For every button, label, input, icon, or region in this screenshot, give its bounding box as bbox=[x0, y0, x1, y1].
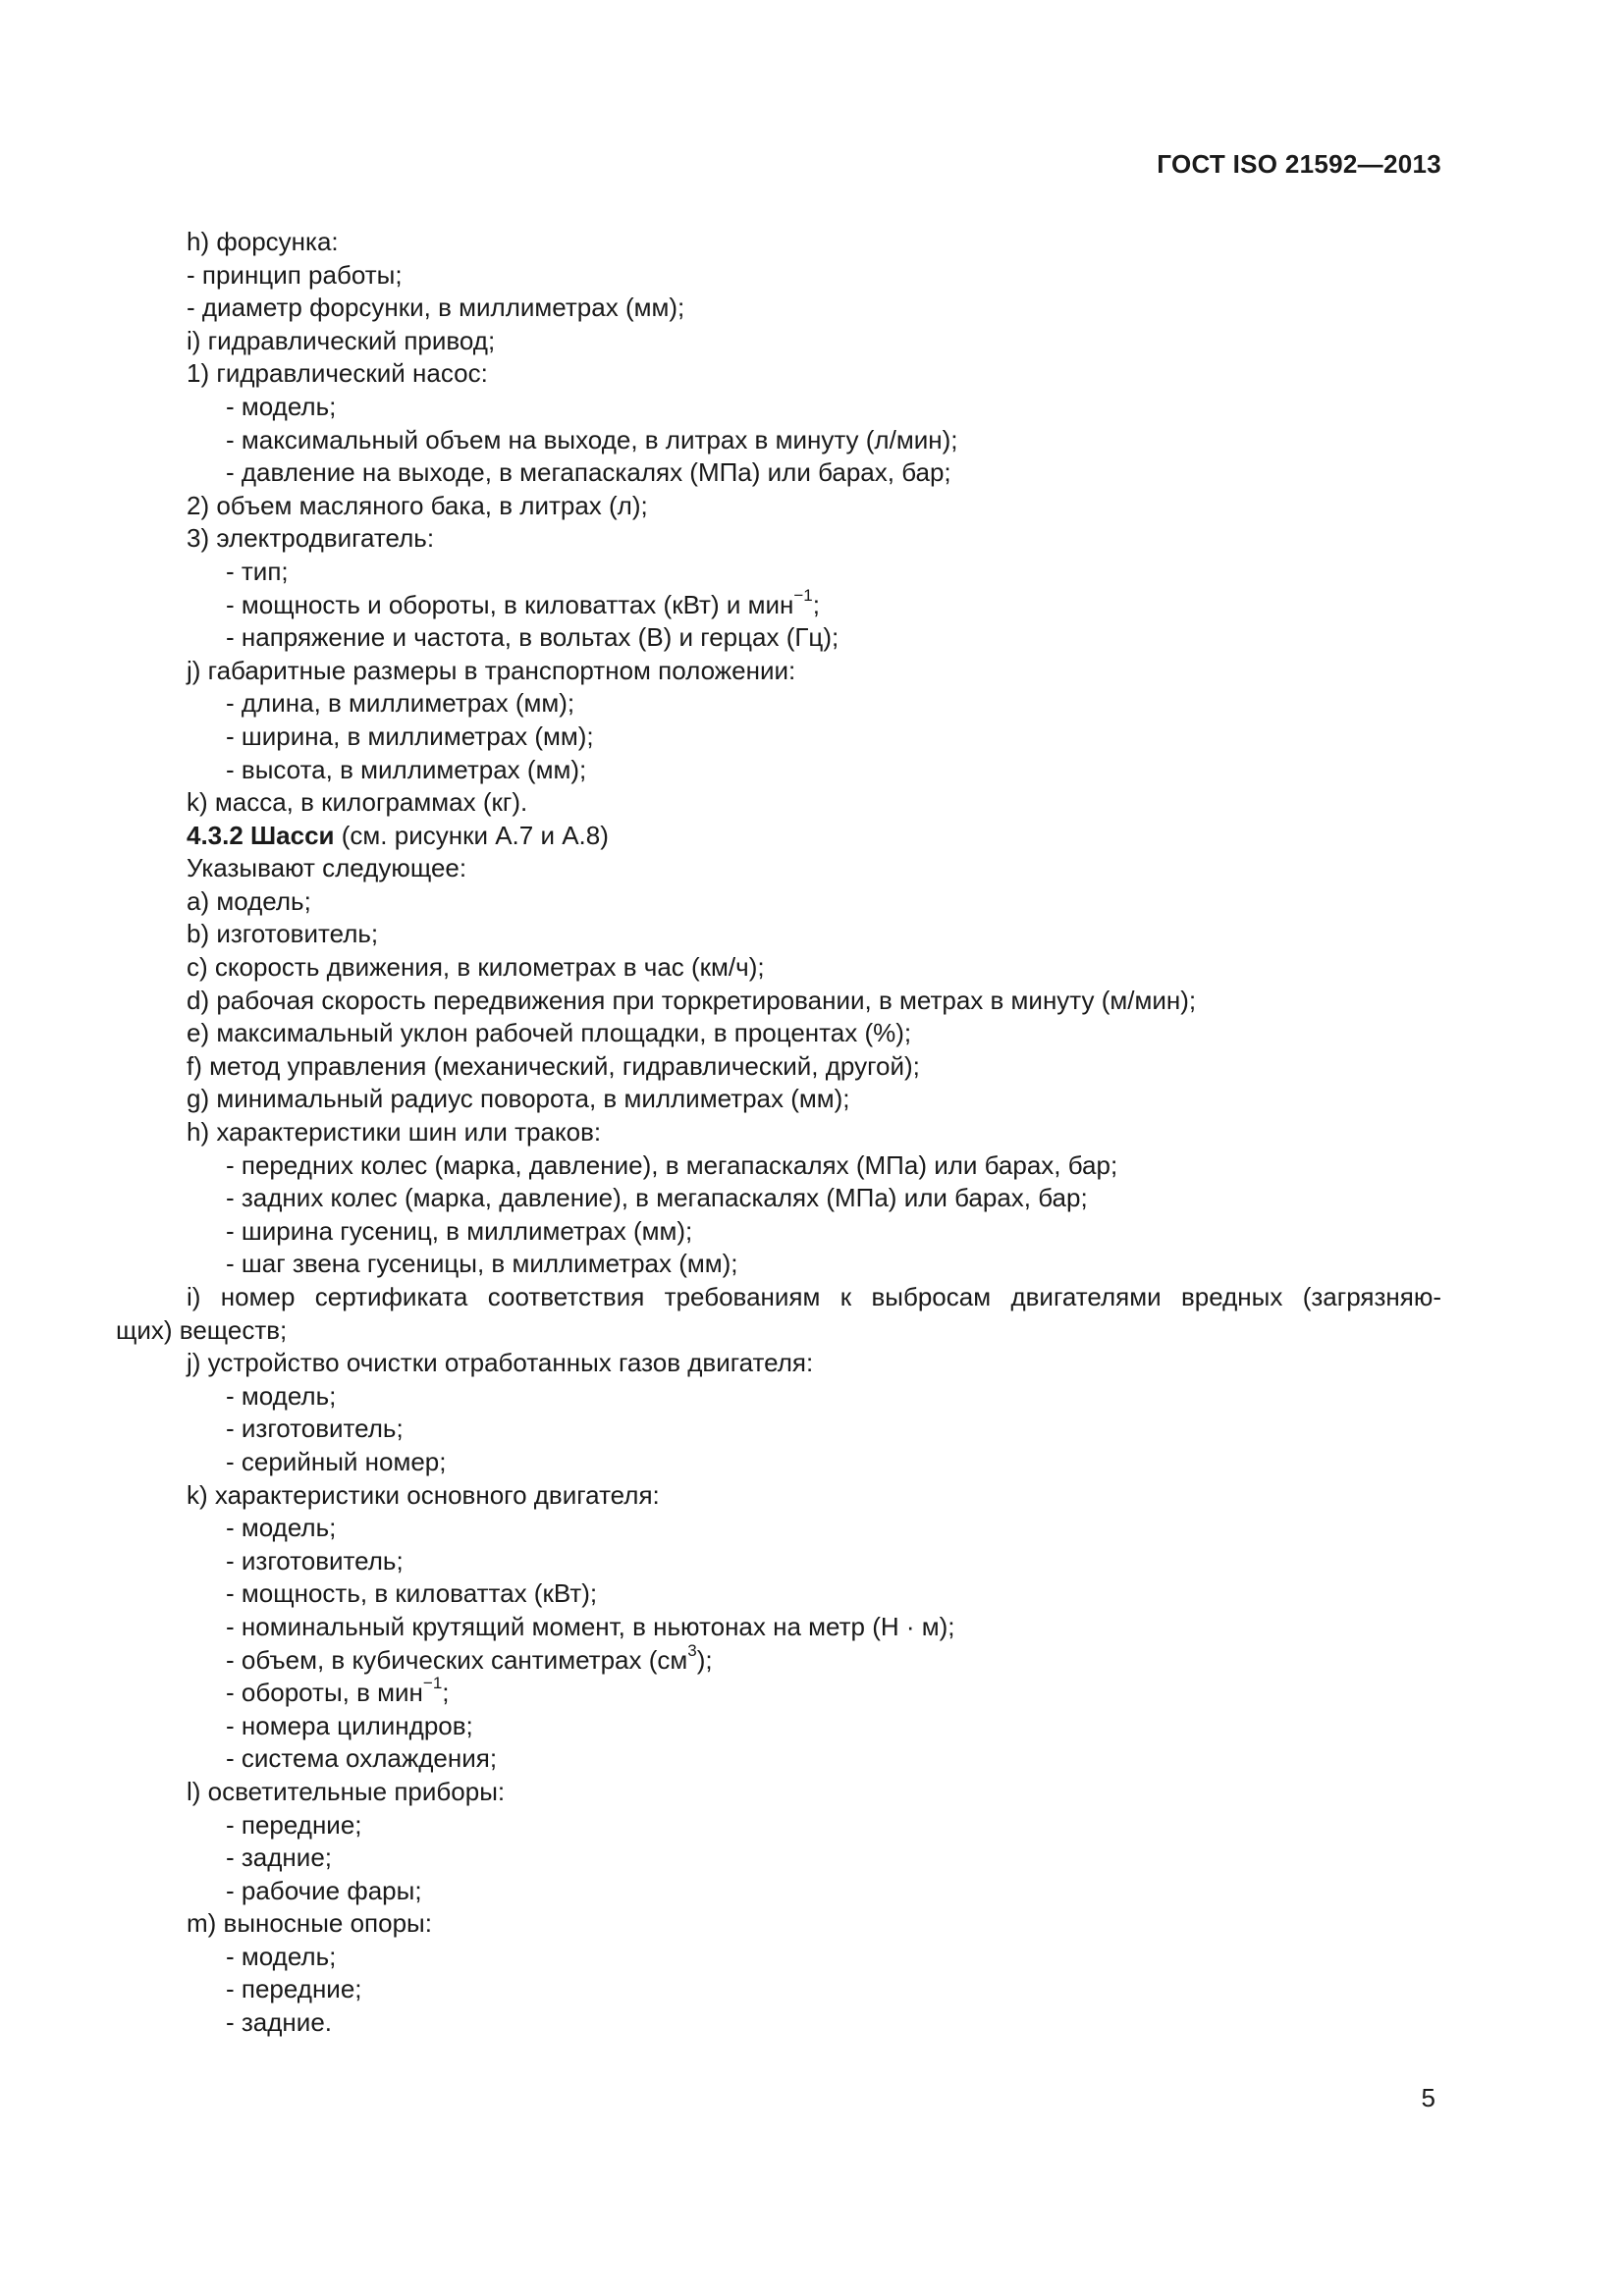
list-item: - модель; bbox=[226, 1513, 337, 1543]
text-fragment: ; bbox=[812, 589, 820, 619]
list-item: - принцип работы; bbox=[187, 259, 403, 290]
list-item: e) максимальный уклон рабочей площадки, в процентах (%); bbox=[187, 1018, 912, 1048]
list-item: - задние. bbox=[226, 2007, 332, 2038]
list-item: - передних колес (марка, давление), в мегапаскалях (МПа) или барах, бар; bbox=[226, 1149, 1118, 1180]
list-item: - диаметр форсунки, в миллиметрах (мм); bbox=[187, 293, 685, 323]
list-item: h) характеристики шин или траков: bbox=[187, 1117, 602, 1148]
list-item: 3) электродвигатель: bbox=[187, 523, 435, 554]
list-item: - мощность, в киловаттах (кВт); bbox=[226, 1578, 598, 1609]
list-item: - модель; bbox=[226, 1941, 337, 1971]
list-item: j) устройство очистки отработанных газов двигателя: bbox=[187, 1348, 814, 1378]
list-item: b) изготовитель; bbox=[187, 919, 379, 949]
text-fragment: ); bbox=[696, 1644, 713, 1675]
list-item: - система охлаждения; bbox=[226, 1743, 498, 1774]
text-fragment: - мощность и обороты, в киловаттах (кВт) и мин bbox=[226, 589, 794, 619]
section-heading bbox=[116, 820, 1441, 853]
list-item: l) осветительные приборы: bbox=[187, 1776, 506, 1806]
list-item: - серийный номер; bbox=[226, 1446, 447, 1476]
list-item: c) скорость движения, в километрах в час (км/ч); bbox=[187, 952, 765, 983]
text-fragment: - обороты, в мин bbox=[226, 1678, 423, 1708]
list-item: - номера цилиндров; bbox=[226, 1710, 473, 1740]
document-header: ГОСТ ISO 21592—2013 bbox=[1157, 149, 1441, 179]
list-item: - передние; bbox=[226, 1809, 362, 1840]
list-item: - рабочие фары; bbox=[226, 1875, 422, 1905]
section-reference: (см. рисунки А.7 и А.8) bbox=[334, 820, 609, 850]
list-item: k) масса, в килограммах (кг). bbox=[187, 787, 528, 818]
list-item: g) минимальный радиус поворота, в миллиметрах (мм); bbox=[187, 1084, 850, 1114]
section-title: 4.3.2 Шасси bbox=[187, 820, 335, 850]
list-item: - передние; bbox=[226, 1974, 362, 2004]
list-item: a) модель; bbox=[187, 885, 311, 916]
list-item: i) гидравлический привод; bbox=[187, 325, 496, 355]
list-item: - изготовитель; bbox=[226, 1414, 404, 1444]
list-item bbox=[116, 1640, 1441, 1678]
list-item: - задние; bbox=[226, 1842, 332, 1873]
text-fragment: ; bbox=[442, 1678, 450, 1708]
list-item: i) номер сертификата соответствия требованиям к выбросам двигателями вредных (загрязняю- bbox=[187, 1282, 1441, 1311]
text-fragment: - объем, в кубических сантиметрах (см bbox=[226, 1644, 688, 1675]
list-item: - задних колес (марка, давление), в мегапаскалях (МПа) или барах, бар; bbox=[226, 1183, 1088, 1213]
superscript: 3 bbox=[687, 1640, 697, 1660]
list-item: - длина, в миллиметрах (мм); bbox=[226, 688, 575, 719]
list-item: 1) гидравлический насос: bbox=[187, 358, 488, 389]
paragraph: Указывают следующее: bbox=[187, 853, 467, 883]
list-item: - ширина, в миллиметрах (мм); bbox=[226, 721, 594, 751]
list-item: - модель; bbox=[226, 1380, 337, 1411]
list-item: - изготовитель; bbox=[226, 1545, 404, 1575]
list-item bbox=[116, 1674, 1441, 1710]
list-item: - максимальный объем на выходе, в литрах в минуту (л/мин); bbox=[226, 424, 958, 454]
list-item: - напряжение и частота, в вольтах (В) и герцах (Гц); bbox=[226, 622, 839, 653]
list-item: - ширина гусениц, в миллиметрах (мм); bbox=[226, 1215, 693, 1246]
list-item bbox=[116, 585, 1441, 622]
list-item: - шаг звена гусеницы, в миллиметрах (мм); bbox=[226, 1249, 738, 1279]
list-item: f) метод управления (механический, гидравлический, другой); bbox=[187, 1050, 920, 1081]
list-item: k) характеристики основного двигателя: bbox=[187, 1479, 660, 1510]
superscript: −1 bbox=[793, 585, 813, 605]
list-item: 2) объем масляного бака, в литрах (л); bbox=[187, 490, 648, 520]
list-item: m) выносные опоры: bbox=[187, 1908, 432, 1939]
list-item: d) рабочая скорость передвижения при торкретировании, в метрах в минуту (м/мин); bbox=[187, 985, 1197, 1015]
document-body bbox=[116, 226, 1441, 2040]
list-item: - тип; bbox=[226, 556, 289, 586]
superscript: −1 bbox=[422, 1674, 443, 1693]
list-item-continuation: щих) веществ; bbox=[116, 1314, 288, 1345]
list-item: - давление на выходе, в мегапаскалях (МПа) или барах, бар; bbox=[226, 457, 951, 488]
list-item: j) габаритные размеры в транспортном положении: bbox=[187, 655, 796, 685]
list-item: - модель; bbox=[226, 391, 337, 421]
page-number: 5 bbox=[1421, 2083, 1435, 2112]
list-item: - высота, в миллиметрах (мм); bbox=[226, 754, 587, 784]
list-item: h) форсунка: bbox=[187, 227, 339, 256]
list-item: - номинальный крутящий момент, в ньютонах на метр (Н · м); bbox=[226, 1611, 955, 1641]
